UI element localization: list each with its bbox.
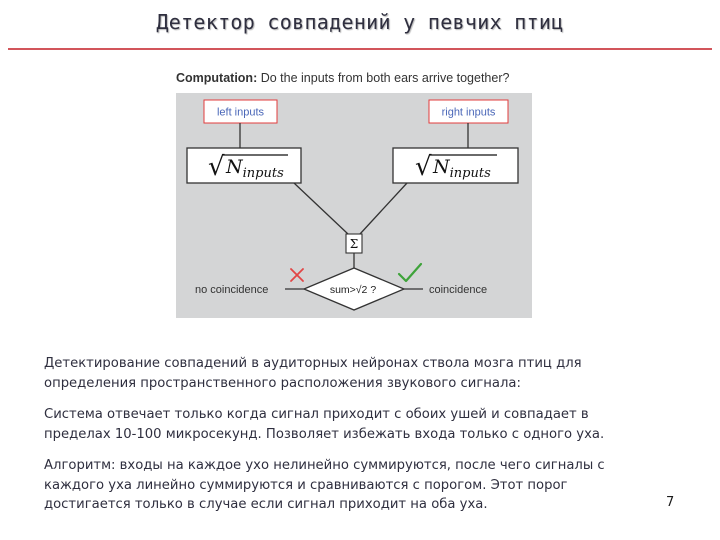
title-divider (8, 48, 712, 50)
figure-svg (167, 62, 540, 340)
page-number: 7 (666, 495, 675, 510)
paragraph-intro: Детектирование совпадений в аудиторных нейронах ствола мозга птиц для определения пространственного расположения звукового сигнала: (44, 356, 582, 391)
paragraph-algorithm: Алгоритм: входы на каждое ухо нелинейно суммируются, после чего сигналы с каждого уха линейно суммируются и сравниваются с порогом. Этот порог достигается только в случае если сигнал приходит на оба уха. (44, 458, 605, 512)
right-sqrt-radical: √ (415, 152, 432, 182)
right-inputs-label: right inputs (441, 106, 496, 119)
coincidence-label: coincidence (429, 284, 488, 296)
figure-heading-rest: Do the inputs from both ears arrive together? (257, 71, 510, 85)
coincidence-detector-figure (167, 62, 540, 340)
left-sqrt-n: N (226, 156, 243, 178)
figure-heading-bold: Computation: (176, 71, 258, 85)
left-sqrt-sub: inputs (242, 166, 284, 181)
sum-symbol: Σ (349, 237, 359, 251)
no-coincidence-label: no coincidence (195, 284, 269, 296)
body-text (44, 354, 664, 527)
figure-heading (176, 71, 509, 85)
decision-label: sum>√2 ? (329, 284, 377, 296)
left-inputs-label: left inputs (216, 106, 265, 119)
left-sqrt-radical: √ (208, 152, 225, 182)
right-sqrt-sub: inputs (449, 166, 491, 181)
slide-title: Детектор совпадений у певчих птиц (156, 10, 564, 34)
right-sqrt-n: N (433, 156, 450, 178)
paragraph-system: Система отвечает только когда сигнал приходит с обоих ушей и совпадает в пределах 10-100 микросекунд. Позволяет избежать входа только с одного уха. (44, 407, 605, 442)
